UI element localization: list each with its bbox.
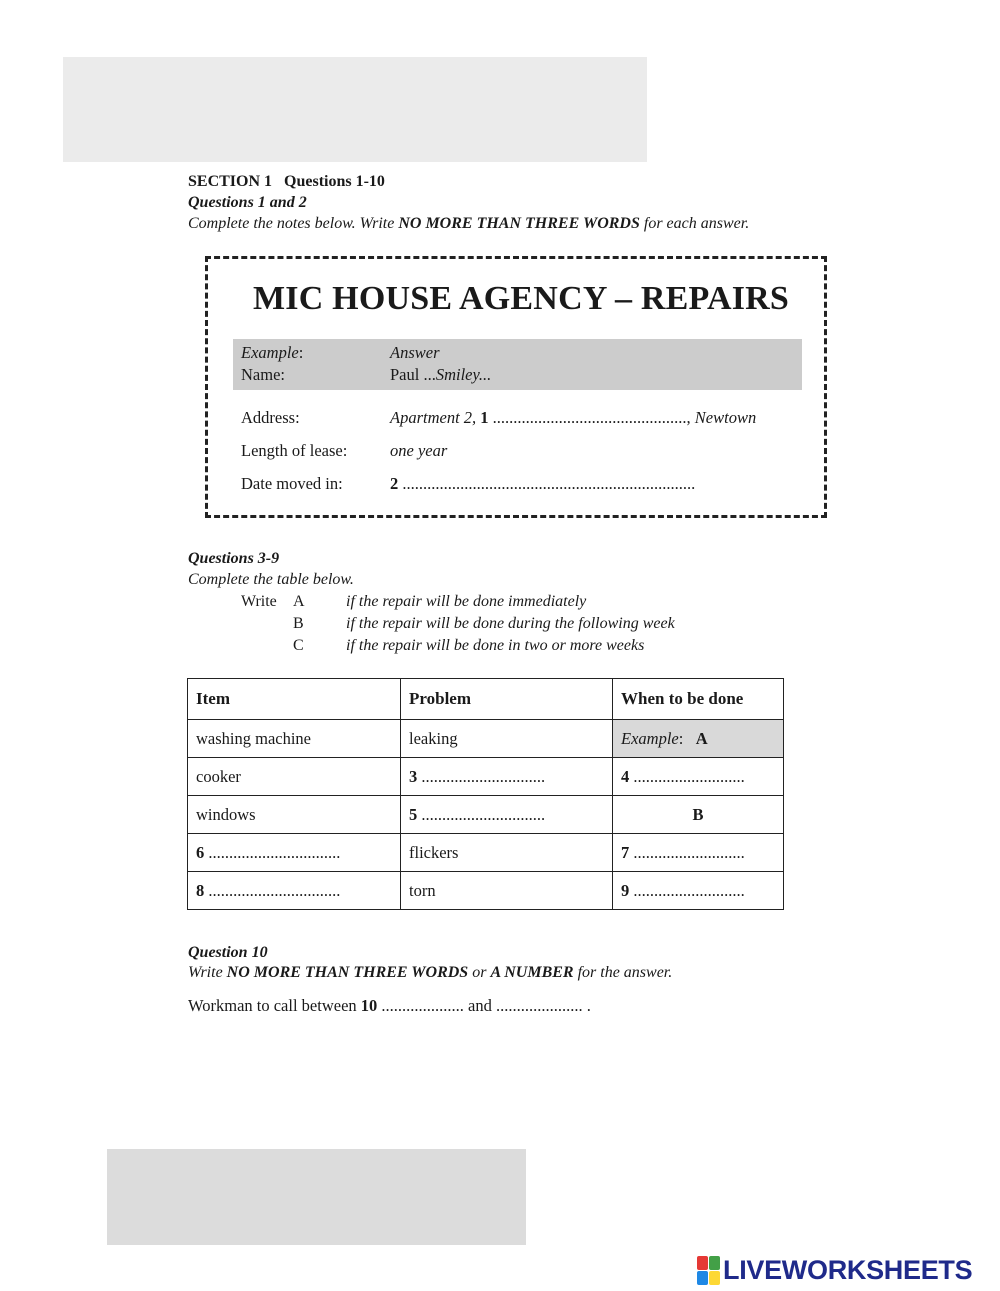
answer-blank-6[interactable]: 6 ................................: [188, 834, 401, 872]
table-instruction: Complete the table below.: [188, 571, 354, 588]
section-heading: [188, 171, 385, 192]
questions-3-9-heading: Questions 3-9: [188, 550, 280, 567]
table-row: [188, 796, 784, 834]
notes-instruction: Complete the notes below. Write NO MORE THAN THREE WORDS for each answer.: [188, 215, 750, 232]
example-label: Example:: [241, 343, 304, 362]
table-row: [188, 758, 784, 796]
logo-tile-v: [697, 1271, 708, 1285]
cell-problem: flickers: [401, 834, 613, 872]
cell-when: B: [613, 796, 784, 834]
example-band: [233, 339, 802, 390]
logo-tile-i: [709, 1256, 720, 1270]
word-limit: NO MORE THAN THREE WORDS: [398, 215, 640, 232]
table-header-row: [188, 679, 784, 720]
answer-blank-7[interactable]: 7 ...........................: [613, 834, 784, 872]
liveworksheets-logo: [697, 1255, 972, 1285]
option-text-b: if the repair will be done during the following week: [346, 615, 675, 632]
cell-when-example: Example: A: [613, 720, 784, 758]
question-10-instruction: Write NO MORE THAN THREE WORDS or A NUMBER for the answer.: [188, 964, 673, 981]
lease-value: one year: [390, 441, 448, 460]
header-item: Item: [188, 679, 401, 720]
cell-item: washing machine: [188, 720, 401, 758]
answer-blank-2[interactable]: .......................................................................: [398, 474, 696, 493]
answer-blank-1[interactable]: ...............................................,: [488, 408, 691, 427]
answer-blank-3[interactable]: 3 ..............................: [401, 758, 613, 796]
question-number-1: 1: [480, 408, 489, 427]
cell-problem: torn: [401, 872, 613, 910]
name-value: Paul ...Smiley...: [390, 365, 492, 384]
name-label: Name:: [241, 365, 285, 384]
option-letter-a: A: [293, 593, 305, 610]
option-letter-b: B: [293, 615, 304, 632]
lease-label: Length of lease:: [241, 441, 348, 460]
logo-tile-e: [709, 1271, 720, 1285]
section-label: SECTION 1: [188, 173, 273, 190]
answer-blank-5[interactable]: 5 ..............................: [401, 796, 613, 834]
moved-value: [390, 473, 695, 495]
logo-tile-l: [697, 1256, 708, 1270]
table-row: [188, 720, 784, 758]
answer-blank-8[interactable]: 8 ................................: [188, 872, 401, 910]
question-number-10: 10: [360, 996, 378, 1015]
image-placeholder-top: [63, 57, 647, 162]
questions-1-2-heading: Questions 1 and 2: [188, 194, 307, 211]
address-label: Address:: [241, 408, 300, 427]
questions-range: Questions 1-10: [284, 173, 385, 190]
option-text-c: if the repair will be done in two or more weeks: [346, 637, 645, 654]
moved-label: Date moved in:: [241, 474, 343, 493]
header-problem: Problem: [401, 679, 613, 720]
logo-mark-icon: [697, 1256, 720, 1285]
image-placeholder-bottom: [107, 1149, 526, 1245]
write-label: Write: [241, 593, 277, 610]
cell-problem: leaking: [401, 720, 613, 758]
option-text-a: if the repair will be done immediately: [346, 593, 587, 610]
cell-item: windows: [188, 796, 401, 834]
cell-item: cooker: [188, 758, 401, 796]
repairs-table: [187, 678, 784, 910]
logo-text: LIVEWORKSHEETS: [723, 1255, 973, 1285]
answer-blank-4[interactable]: 4 ...........................: [613, 758, 784, 796]
question-number-2: 2: [390, 474, 399, 493]
option-letter-c: C: [293, 637, 304, 654]
header-when: When to be done: [613, 679, 784, 720]
address-value: Apartment 2, 1 ..............................................., Newtown: [390, 408, 757, 427]
question-10-heading: Question 10: [188, 944, 268, 961]
answer-label: Answer: [390, 343, 440, 362]
answer-blank-9[interactable]: 9 ...........................: [613, 872, 784, 910]
question-10-line: Workman to call between 10 .................... and ..................... .: [188, 996, 591, 1015]
table-row: [188, 834, 784, 872]
notes-title: MIC HOUSE AGENCY – REPAIRS: [253, 280, 790, 317]
table-row: [188, 872, 784, 910]
answer-blank-10[interactable]: .................... and ..................... .: [377, 996, 591, 1015]
